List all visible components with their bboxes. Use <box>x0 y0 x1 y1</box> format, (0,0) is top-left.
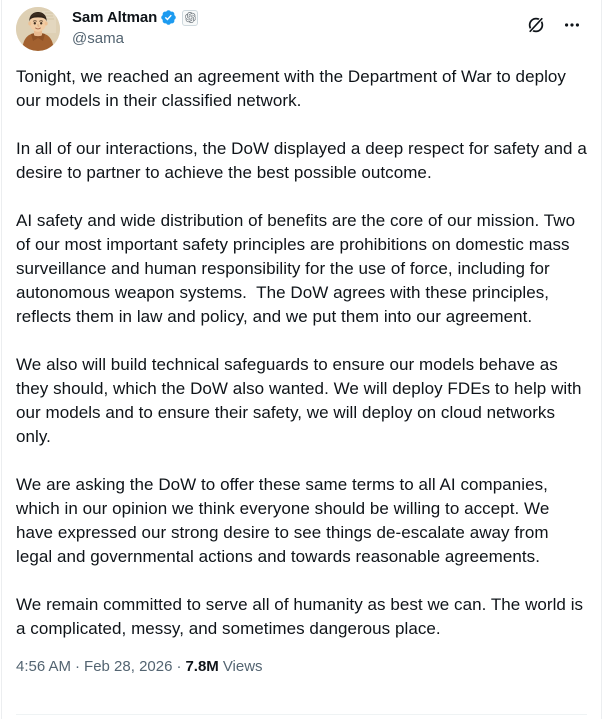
tweet-paragraph: In all of our interactions, the DoW displayed a deep respect for safety and a desire to partner to achieve the best possible outcome. <box>16 139 592 182</box>
tweet-metadata <box>16 641 587 677</box>
author-name-row <box>72 7 521 28</box>
tweet-paragraph: Tonight, we reached an agreement with the Department of War to deploy our models in their classified network. <box>16 67 571 110</box>
tweet-header-actions <box>521 7 587 40</box>
post-date: Feb 28, 2026 <box>84 658 173 675</box>
tweet-paragraph: We are asking the DoW to offer these same terms to all AI companies, which in our opinion we think everyone should be willing to accept. We have expressed our strong desire to see things de-escalate away from legal and governmental actions and towards reasonable agreements. <box>16 475 555 566</box>
author-identity <box>72 7 521 49</box>
metadata-separator: · <box>75 658 81 675</box>
tweet-text <box>16 55 592 641</box>
tweet-paragraph: We also will build technical safeguards to ensure our models behave as they should, which the DoW also wanted. We will deploy FDEs to help with our models and to ensure their safety, we will deploy on cloud networks only. <box>16 355 587 446</box>
author-handle[interactable]: @sama <box>72 30 124 47</box>
bottom-divider <box>16 714 587 715</box>
tweet-header <box>16 0 587 55</box>
views-label[interactable]: Views <box>222 658 263 675</box>
metadata-separator: · <box>176 658 182 675</box>
openai-logo-icon[interactable] <box>182 10 198 26</box>
avatar[interactable] <box>16 7 60 51</box>
grok-icon[interactable] <box>521 10 551 40</box>
post-time: 4:56 AM <box>16 658 72 675</box>
tweet-paragraph: We remain committed to serve all of humanity as best we can. The world is a complicated, messy, and sometimes dangerous place. <box>16 595 588 638</box>
user-avatar-illustration <box>16 7 60 51</box>
more-options-icon[interactable] <box>557 10 587 40</box>
tweet-paragraph: AI safety and wide distribution of benefits are the core of our mission. Two of our most important safety principles are prohibitions on domestic mass surveillance and human responsibility for the use of force, including for autonomous weapon systems. The DoW agrees with these principles, reflects them in law and policy, and we put them into our agreement. <box>16 211 580 326</box>
verified-check-icon[interactable] <box>160 9 177 26</box>
author-display-name[interactable]: Sam Altman <box>72 8 158 26</box>
views-count[interactable]: 7.8M <box>185 658 219 675</box>
